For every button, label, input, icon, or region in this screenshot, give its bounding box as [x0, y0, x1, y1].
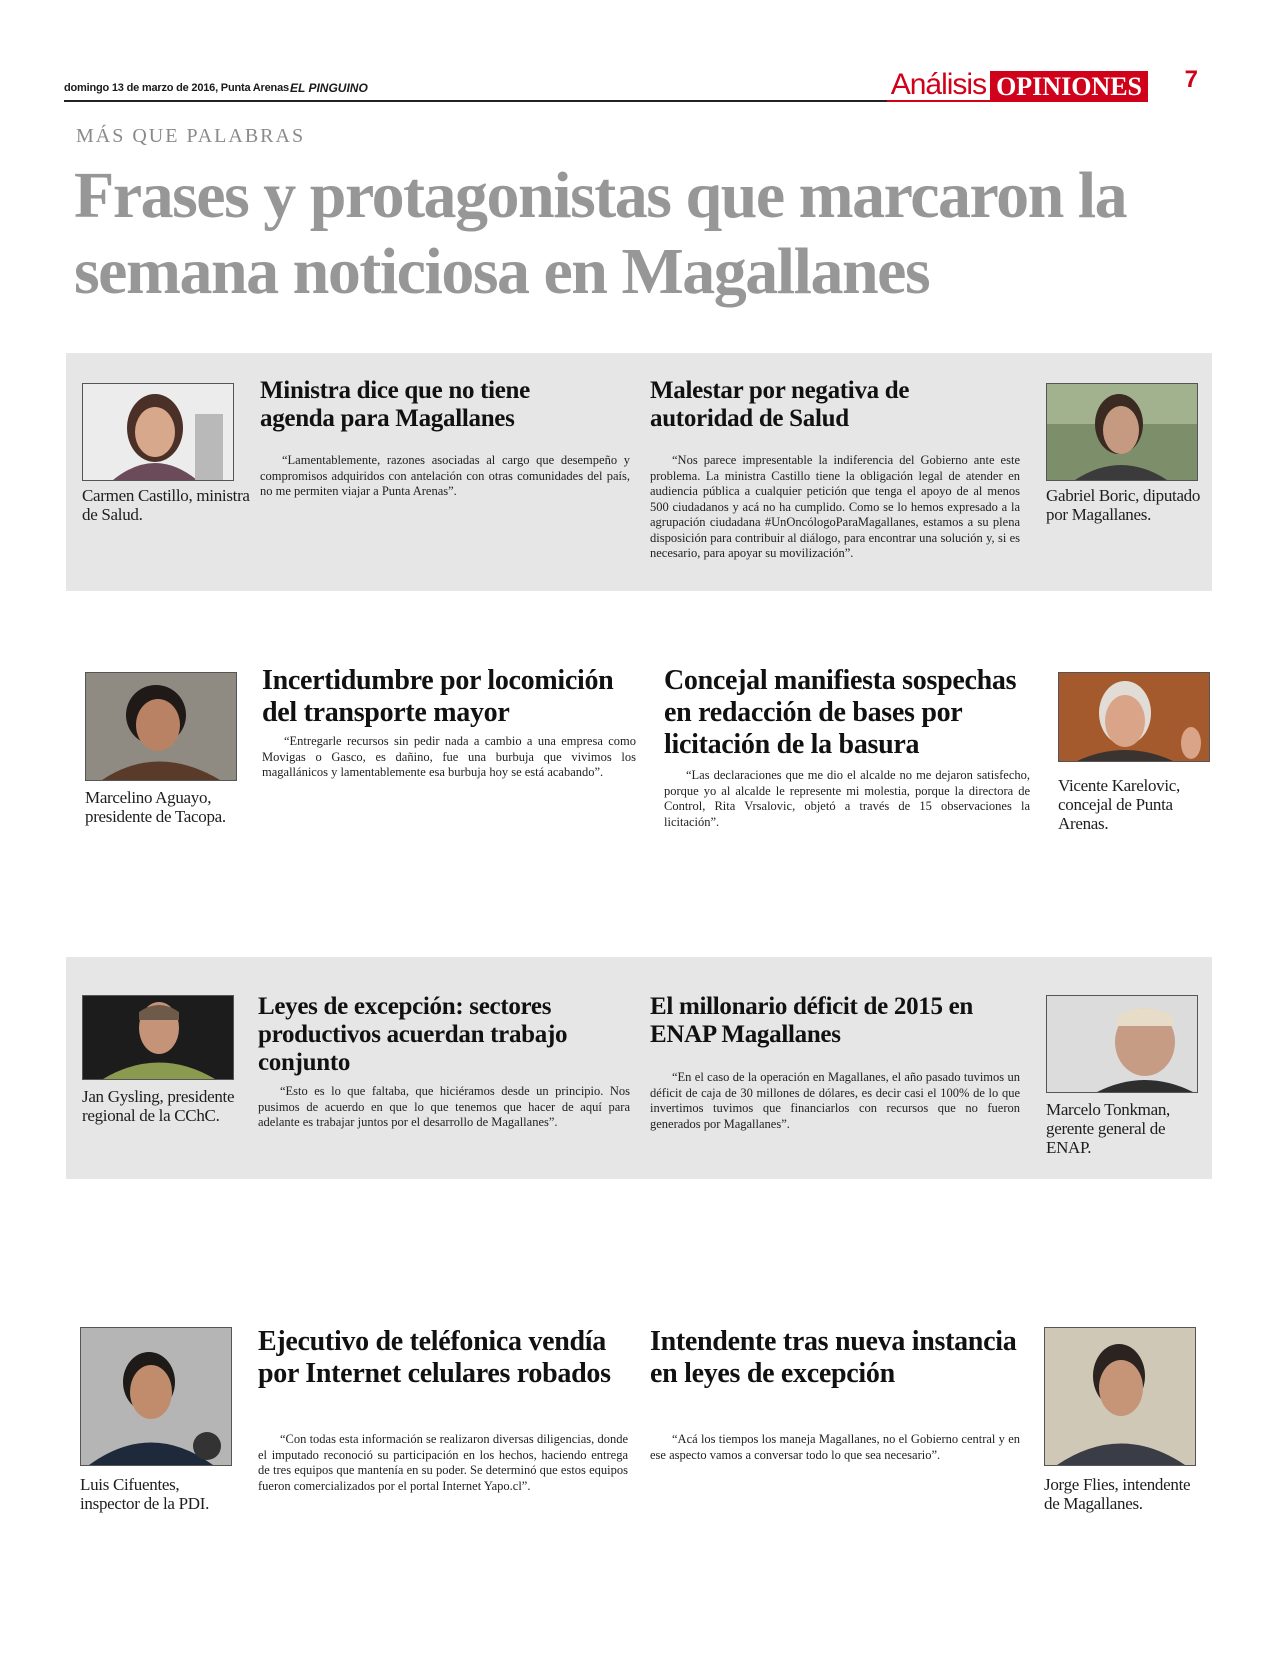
- newspaper-name: EL PINGUINO: [290, 81, 368, 95]
- story-title: Ejecutivo de teléfonica vendía por Internet celulares robados: [258, 1326, 611, 1389]
- portrait-image: [1045, 1328, 1195, 1465]
- person-caption: Jan Gysling, presidente regional de la CChC.: [82, 1087, 235, 1125]
- page-number: 7: [1184, 66, 1198, 93]
- story-title: El millonario déficit de 2015 en ENAP Magallanes: [650, 993, 974, 1048]
- story-title: Malestar por negativa de autoridad de Salud: [650, 377, 910, 432]
- story-quote: “Nos parece impresentable la indiferencia del Gobierno ante este problema. La ministra Castillo tiene la obligación legal de atender en audiencia pública a cualquier petición que tenga el apoyo de al menos 500 ciudadanos y acá no ha cumplido. Como se lo hemos expresado a la agrupación ciudadana #UnOncólogoParaMagallanes, estamos a su plena disposición para contribuir al diálogo, para encontrar una solución y, si es necesario, para apoyar su movilización”.: [650, 453, 1020, 560]
- portrait-photo: [85, 672, 237, 781]
- section-name: OPINIONES: [990, 71, 1148, 102]
- portrait-photo: [1044, 1327, 1196, 1466]
- story-quote: “Las declaraciones que me dio el alcalde no me dejaron satisfecho, porque yo al alcalde le represente mi molestia, porque la directora de Control, Rita Vrsalovic, objetó a través de 15 observaciones la licitación”.: [664, 768, 1030, 829]
- person-caption: Marcelo Tonkman, gerente general de ENAP.: [1046, 1100, 1170, 1157]
- story-row-1: [66, 353, 1212, 591]
- portrait-image: [83, 384, 233, 480]
- portrait-image: [81, 1328, 231, 1465]
- kicker: MÁS QUE PALABRAS: [76, 125, 306, 147]
- section-brand: Análisis: [887, 70, 990, 102]
- story-quote: “Lamentablemente, razones asociadas al cargo que desempeño y compromisos adquiridos con antelación con otras comunidades del país, no me permiten viajar a Punta Arenas”.: [260, 453, 630, 498]
- portrait-photo: [82, 383, 234, 481]
- portrait-photo: [1046, 995, 1198, 1093]
- person-caption: Jorge Flies, intendente de Magallanes.: [1044, 1475, 1191, 1513]
- portrait-image: [1047, 384, 1197, 480]
- person-caption: Marcelino Aguayo, presidente de Tacopa.: [85, 788, 226, 826]
- page-header: [64, 66, 1198, 102]
- portrait-photo: [80, 1327, 232, 1466]
- portrait-image: [83, 996, 233, 1079]
- story-quote: “Esto es lo que faltaba, que hiciéramos desde un principio. Nos pusimos de acuerdo en que lo que tenemos que hacer de aquí para adelante es trabajar juntos por el desarrollo de Magallanes”.: [258, 1084, 630, 1129]
- portrait-photo: [1058, 672, 1210, 762]
- story-quote: “En el caso de la operación en Magallanes, el año pasado tuvimos un déficit de caja de 30 millones de dólares, es decir casi el 100% de lo que invertimos tuvimos que financiarlos con recursos que no fueron generados por Magallanes”.: [650, 1070, 1020, 1131]
- portrait-photo: [82, 995, 234, 1080]
- story-row-3: [66, 957, 1212, 1179]
- person-caption: Gabriel Boric, diputado por Magallanes.: [1046, 486, 1201, 524]
- person-caption: Carmen Castillo, ministra de Salud.: [82, 486, 250, 524]
- portrait-image: [1047, 996, 1197, 1092]
- person-caption: Vicente Karelovic, concejal de Punta Arenas.: [1058, 776, 1180, 833]
- portrait-photo: [1046, 383, 1198, 481]
- story-title: Ministra dice que no tiene agenda para Magallanes: [260, 377, 530, 432]
- section-tag: [887, 68, 1148, 102]
- portrait-image: [86, 673, 236, 780]
- story-title: Concejal manifiesta sospechas en redacción de bases por licitación de la basura: [664, 665, 1017, 760]
- dateline: domingo 13 de marzo de 2016, Punta Arenas: [64, 82, 289, 94]
- story-quote: “Entregarle recursos sin pedir nada a cambio a una empresa como Movigas o Gasco, es dañino, fue una burbuja que vivimos los magallánicos y lamentablemente esa burbuja hoy se está acabando”.: [262, 734, 636, 779]
- page-headline: Frases y protagonistas que marcaron la semana noticiosa en Magallanes: [74, 159, 1127, 308]
- person-caption: Luis Cifuentes, inspector de la PDI.: [80, 1475, 210, 1513]
- story-title: Incertidumbre por locomición del transporte mayor: [262, 665, 614, 728]
- story-quote: “Acá los tiempos los maneja Magallanes, no el Gobierno central y en ese aspecto vamos a conversar todo lo que sea necesario”.: [650, 1432, 1020, 1462]
- portrait-image: [1059, 673, 1209, 761]
- story-row-4: [66, 1310, 1212, 1530]
- story-title: Intendente tras nueva instancia en leyes de excepción: [650, 1326, 1017, 1389]
- story-row-2: [66, 655, 1212, 855]
- story-title: Leyes de excepción: sectores productivos acuerdan trabajo conjunto: [258, 993, 568, 1076]
- story-quote: “Con todas esta información se realizaron diversas diligencias, donde el imputado reconoció su participación en los hechos, haciendo entrega de tres equipos que mantenía en su poder. Se determinó que estos equipos fueron comercializados por el portal Internet Yapo.cl”.: [258, 1432, 628, 1493]
